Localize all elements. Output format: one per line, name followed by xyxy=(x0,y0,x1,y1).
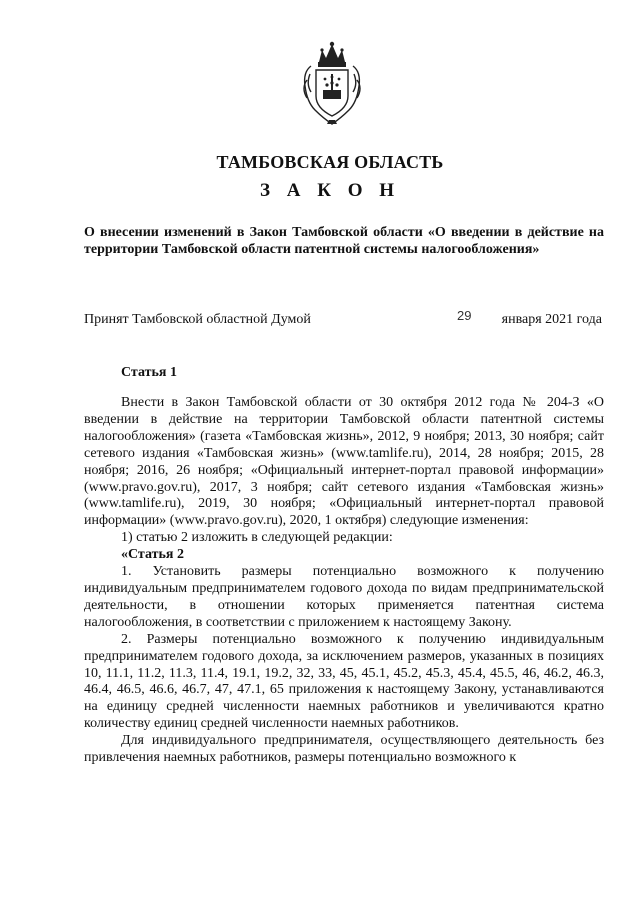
paragraph: Внести в Закон Тамбовской области от 30 октября 2012 года № 204-З «О введении в действие на территории Тамбовской области патентной системы налогообложения» (газета «Тамбовская жизнь», 2012, 9 ноября; 2013, 30 ноября; сайт сетевого издания «Тамбовская жизнь» (www.tamlife.ru), 2014, 28 ноября; 2015, 28 ноября; 2016, 26 ноября; «Официальный интернет-портал правовой информации» (www.pravo.gov.ru), 2017, 3 ноября; сайт сетевого издания «Тамбовская жизнь» (www.tamlife.ru), 2019, 30 ноября; «Официальный интернет-портал правовой информации» (www.pravo.gov.ru), 2020, 1 октября) следующие изменения: xyxy=(84,395,604,529)
coat-of-arms-icon xyxy=(297,40,367,128)
paragraph: 2. Размеры потенциально возможного к получению индивидуальным предпринимателем годового дохода, за исключением размеров, указанных в позициях 10, 11.1, 11.2, 11.3, 11.4, 19.1, 19.2, 32, 33, 45, 45.1, 45.2, 45.3, 45.4, 45.5, 46, 46.2, 46.3, 46.4, 46.5, 46.6, 46.7, 47, 47.1, 65 приложения к настоящему Закону, устанавливаются на единицу средней численности наемных работников и увеличиваются кратно количеству единиц средней численности наемных работников. xyxy=(84,631,604,732)
paragraph: 1. Установить размеры потенциально возможного к получению индивидуальным предпринимателем годового дохода по видам предпринимательской деятельности, в отношении которых применяется патентная система налогообложения, в соответствии с приложением к настоящему Закону. xyxy=(84,564,604,630)
adoption-line xyxy=(84,308,604,330)
adoption-day: 29 xyxy=(457,308,472,323)
article-text xyxy=(84,395,604,767)
paragraph: 1) статью 2 изложить в следующей редакции: xyxy=(121,530,393,546)
document-type: З А К О Н xyxy=(259,180,401,201)
article-heading: Статья 1 xyxy=(121,365,177,380)
region-name: ТАМБОВСКАЯ ОБЛАСТЬ xyxy=(216,152,444,172)
quoted-article-heading: «Статья 2 xyxy=(121,547,184,563)
law-title: О внесении изменений в Закон Тамбовской области «О введении в действие на территории Тамбовской области патентной системы налогообложения» xyxy=(84,225,604,257)
adopting-body: Принят Тамбовской областной Думой xyxy=(84,312,311,327)
paragraph: Для индивидуального предпринимателя, осуществляющего деятельность без привлечения наемных работников, размеры потенциально возможного к xyxy=(84,733,604,766)
adoption-month-year: января 2021 года xyxy=(501,312,602,327)
